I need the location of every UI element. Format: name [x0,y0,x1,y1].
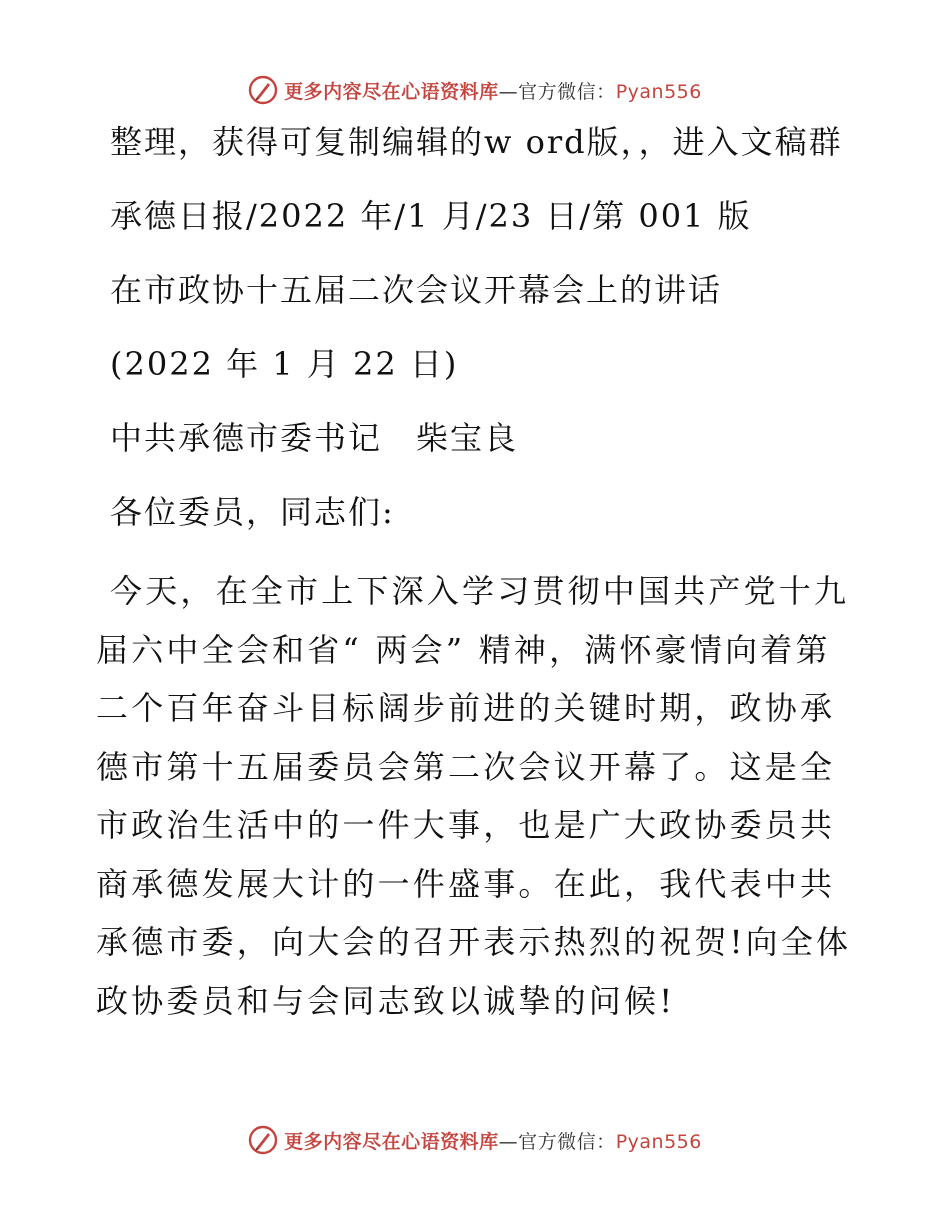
intro-line: 整理，获得可复制编辑的w ord版，，进入文稿群 [110,123,843,161]
speech-date: (2022 年 1 月 22 日) [110,345,459,383]
greeting-line: 各位委员，同志们: [110,493,395,531]
footer-watermark [0,1120,950,1160]
header-watermark [0,70,950,110]
speech-title: 在市政协十五届二次会议开幕会上的讲话 [110,271,723,309]
quill-pen-logo-icon [248,1125,278,1155]
document-body [96,118,856,1055]
watermark-text: 更多内容尽在心语资料库—官方微信：Pyan556 [284,1130,702,1153]
source-line: 承德日报/2022 年/1 月/23 日/第 001 版 [110,197,752,235]
speech-author: 中共承德市委书记 柴宝良 [110,419,519,457]
quill-pen-logo-icon [248,75,278,105]
body-paragraph: 今天，在全市上下深入学习贯彻中国共产党十九届六中全会和省“ 两会” 精神，满怀豪情向着第二个百年奋斗目标阔步前进的关键时期，政协承德市第十五届委员会第二次会议开幕了。这是全市政治生活中的一件大事，也是广大政协委员共商承德发展大计的一件盛事。在此，我代表中共承德市委，向大会的召开表示热烈的祝贺!向全体政协委员和与会同志致以诚挚的问候! [96,572,852,1020]
watermark-text: 更多内容尽在心语资料库—官方微信：Pyan556 [284,80,702,103]
